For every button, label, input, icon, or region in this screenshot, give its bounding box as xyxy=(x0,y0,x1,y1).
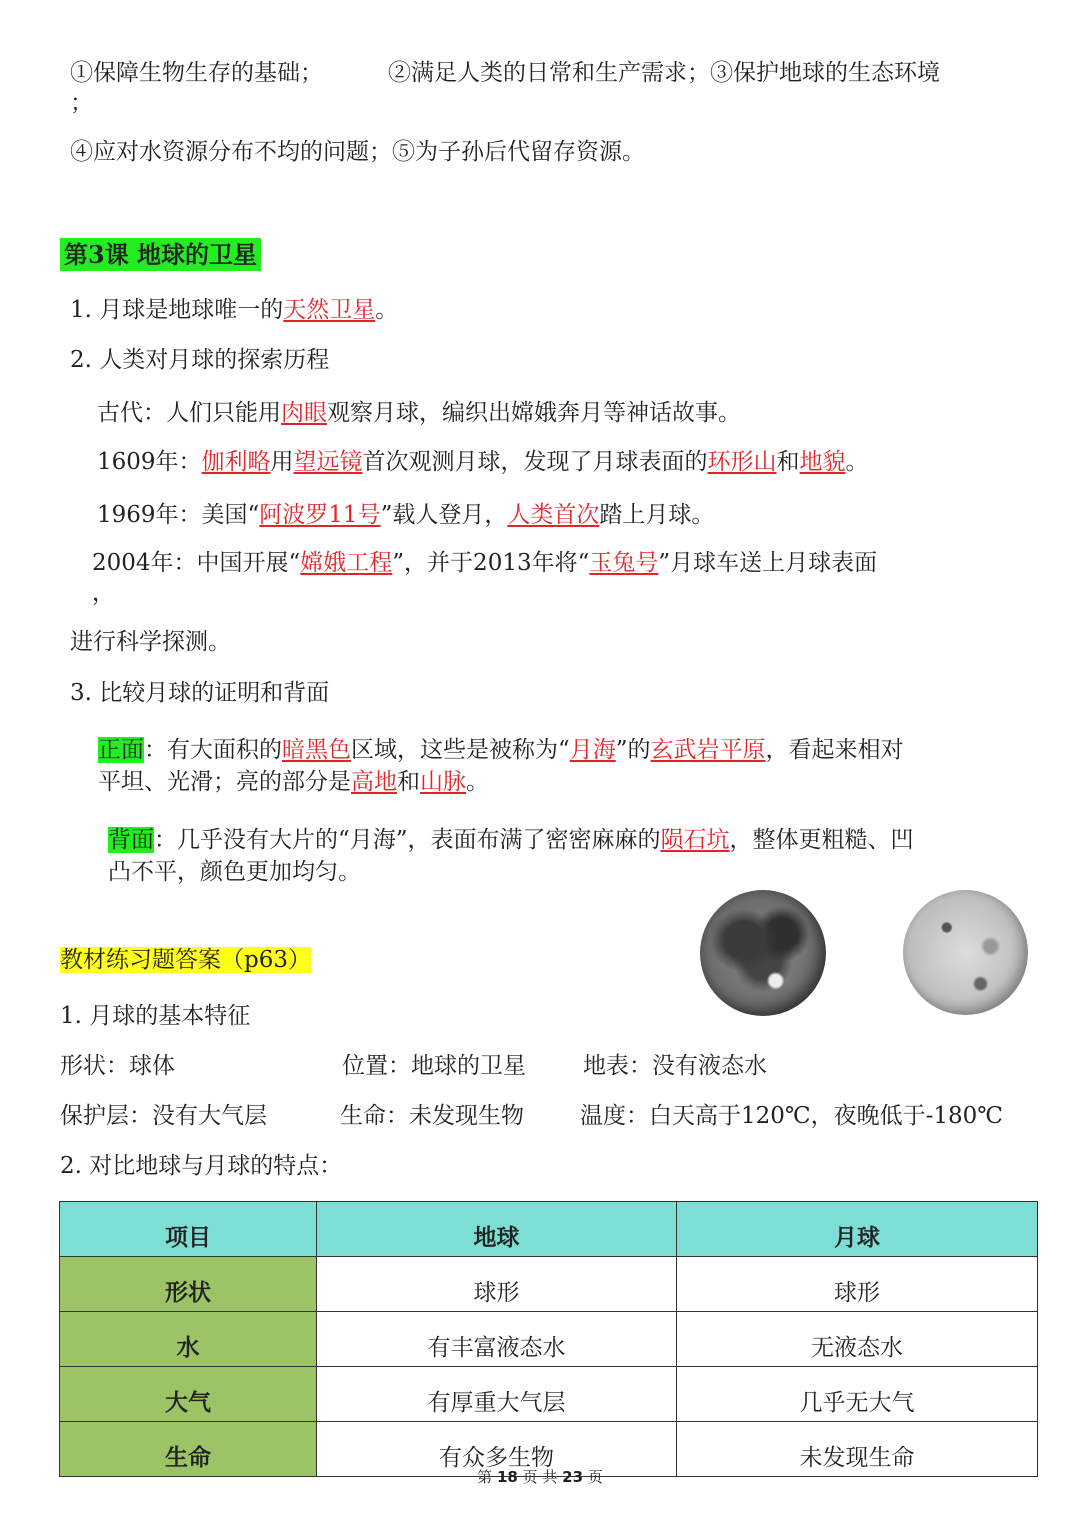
keyword: 肉眼 xyxy=(281,400,327,426)
header-earth: 地球 xyxy=(317,1202,677,1257)
table-row xyxy=(60,1367,1038,1422)
feature-surface: 地表：没有液态水 xyxy=(583,1053,767,1079)
row-label: 大气 xyxy=(60,1367,317,1422)
feature-shape: 形状：球体 xyxy=(60,1053,175,1079)
row-label: 水 xyxy=(60,1312,317,1367)
keyword: 地貌 xyxy=(799,449,846,475)
text: 踏上月球。 xyxy=(599,502,715,528)
text: ：有大面积的 xyxy=(144,737,282,763)
keyword: 暗黑色 xyxy=(282,737,351,763)
intro-line-1b: ②满足人类的日常和生产需求；③保护地球的生态环境 xyxy=(388,60,940,86)
feature-life: 生命：未发现生物 xyxy=(340,1103,524,1129)
feature-temperature: 温度：白天高于120℃，夜晚低于-180℃ xyxy=(580,1103,1004,1129)
earth-cell: 有众多生物 xyxy=(317,1422,677,1477)
text: ”月球车送上月球表面 xyxy=(658,550,878,576)
earth-cell: 有丰富液态水 xyxy=(317,1312,677,1367)
keyword: 月海 xyxy=(569,737,616,763)
history-2004-cont: 进行科学探测。 xyxy=(70,629,231,655)
intro-line-2: ④应对水资源分布不均的问题；⑤为子孙后代留存资源。 xyxy=(70,139,645,165)
exercise-heading xyxy=(60,945,311,975)
keyword: 望远镜 xyxy=(293,449,363,475)
earth-cell: 有厚重大气层 xyxy=(317,1367,677,1422)
header-moon: 月球 xyxy=(677,1202,1038,1257)
total-page-number: 23 xyxy=(562,1468,584,1486)
text: 区域，这些是被称为“ xyxy=(351,737,570,763)
earth-cell: 球形 xyxy=(317,1257,677,1312)
text: 1969年：美国“ xyxy=(97,502,260,528)
footer-post: 页 xyxy=(587,1468,603,1486)
comparison-table xyxy=(59,1201,1038,1477)
keyword: 高地 xyxy=(351,769,397,795)
row-label: 形状 xyxy=(60,1257,317,1312)
table-row xyxy=(60,1257,1038,1312)
text: 古代：人们只能用 xyxy=(97,400,281,426)
keyword: 阿波罗11号 xyxy=(259,502,381,528)
text: 2004年：中国开展“ xyxy=(92,550,301,576)
moon-far-side-image xyxy=(903,890,1028,1015)
footer-mid: 页 共 xyxy=(522,1468,558,1486)
row-label: 生命 xyxy=(60,1422,317,1477)
lesson-heading xyxy=(60,240,261,271)
back-side-line-1 xyxy=(108,825,914,855)
front-label: 正面 xyxy=(98,737,144,763)
text: ”的 xyxy=(615,737,651,763)
front-side-line-2 xyxy=(98,767,489,797)
moon-near-side-image xyxy=(700,890,826,1016)
moon-cell: 无液态水 xyxy=(677,1312,1038,1367)
keyword: 伽利略 xyxy=(201,449,271,475)
text: ：几乎没有大片的“月海”，表面布满了密密麻麻的 xyxy=(154,827,661,853)
text: 。 xyxy=(845,449,869,475)
text: ，整体更粗糙、凹 xyxy=(729,827,914,853)
page-footer xyxy=(0,1467,1080,1487)
keyword: 山脉 xyxy=(420,769,466,795)
text: 首次观测月球，发现了月球表面的 xyxy=(362,449,708,475)
item-2-title: 2. 人类对月球的探索历程 xyxy=(70,347,330,373)
q1-title: 1. 月球的基本特征 xyxy=(60,1003,251,1029)
back-label: 背面 xyxy=(108,827,154,853)
keyword: 玉兔号 xyxy=(589,550,659,576)
history-ancient xyxy=(97,398,741,428)
header-item: 项目 xyxy=(60,1202,317,1257)
front-side-line-1 xyxy=(98,735,904,765)
text: 用 xyxy=(270,449,294,475)
table-header-row xyxy=(60,1202,1038,1257)
current-page-number: 18 xyxy=(496,1468,518,1486)
text: 1609年： xyxy=(97,449,202,475)
feature-position: 位置：地球的卫星 xyxy=(342,1053,526,1079)
history-1609 xyxy=(97,447,869,477)
footer-pre: 第 xyxy=(477,1468,493,1486)
keyword: 玄武岩平原 xyxy=(650,737,766,763)
text: 。 xyxy=(466,769,489,795)
keyword: 嫦娥工程 xyxy=(300,550,393,576)
text: 平坦、光滑；亮的部分是 xyxy=(98,769,351,795)
keyword: 人类首次 xyxy=(507,502,600,528)
q2-title: 2. 对比地球与月球的特点： xyxy=(60,1153,343,1179)
item-3-title: 3. 比较月球的证明和背面 xyxy=(70,680,330,706)
history-2004 xyxy=(92,548,877,578)
keyword: 环形山 xyxy=(707,449,777,475)
exercise-title: 教材练习题答案（p63） xyxy=(60,947,311,973)
text: 和 xyxy=(397,769,420,795)
lesson-title: 第3课 地球的卫星 xyxy=(60,238,261,271)
keyword: 陨石坑 xyxy=(660,827,730,853)
intro-line-1a: ①保障生物生存的基础； xyxy=(70,60,323,86)
feature-protection: 保护层：没有大气层 xyxy=(60,1103,267,1129)
item-1-pre: 1. 月球是地球唯一的 xyxy=(70,297,284,323)
item-1 xyxy=(70,295,398,325)
text: 和 xyxy=(776,449,800,475)
moon-cell: 几乎无大气 xyxy=(677,1367,1038,1422)
table-row xyxy=(60,1312,1038,1367)
back-side-line-2: 凸不平，颜色更加均匀。 xyxy=(108,859,361,885)
text: ，看起来相对 xyxy=(765,737,904,763)
keyword: 天然卫星 xyxy=(283,297,376,323)
text: ”，并于2013年将“ xyxy=(392,550,590,576)
intro-line-1-tail: ； xyxy=(70,90,93,116)
history-2004-tail: ， xyxy=(92,580,115,606)
moon-cell: 未发现生命 xyxy=(677,1422,1038,1477)
moon-cell: 球形 xyxy=(677,1257,1038,1312)
item-1-post: 。 xyxy=(375,297,399,323)
text: ”载人登月， xyxy=(380,502,508,528)
text: 观察月球，编织出嫦娥奔月等神话故事。 xyxy=(327,400,741,426)
history-1969 xyxy=(97,500,714,530)
